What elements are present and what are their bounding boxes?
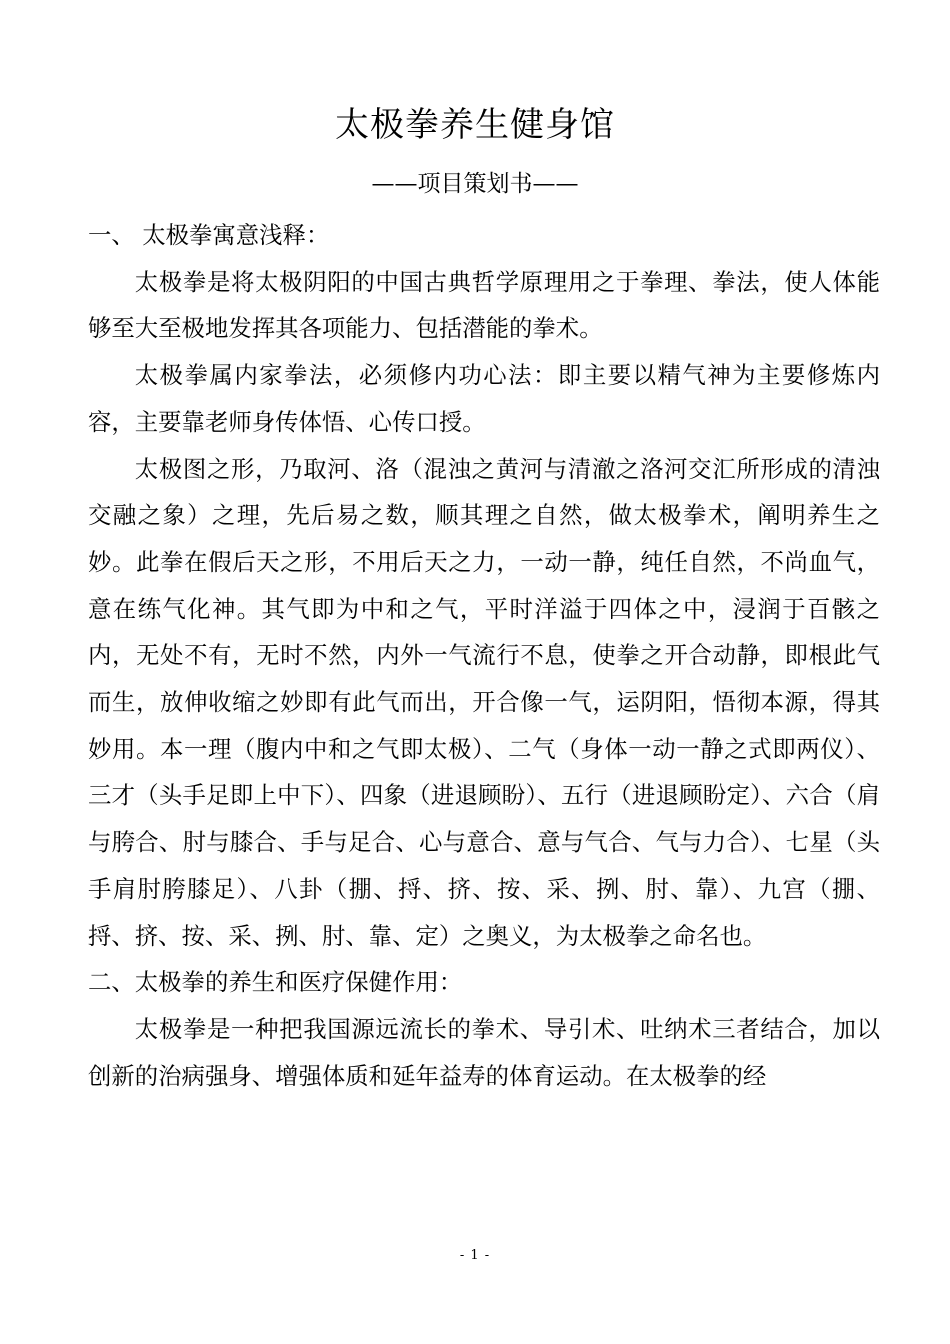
- document-title: 太极拳养生健身馆: [335, 105, 615, 145]
- section-heading-2: 二、太极拳的养生和医疗保健作用：: [88, 968, 463, 997]
- document-body: [88, 212, 880, 1099]
- page-number: - 1 -: [459, 1248, 491, 1263]
- paragraph: 太极拳是将太极阴阳的中国古典哲学原理用之于拳理、拳法，使人体能够至大至极地发挥其各项能力、包括潜能的拳术。: [88, 267, 880, 343]
- section-heading-1: 一、 太极拳寓意浅释：: [88, 221, 330, 249]
- paragraph: 太极拳属内家拳法，必须修内功心法：即主要以精气神为主要修炼内容，主要靠老师身传体悟、心传口授。: [88, 361, 880, 436]
- document-subtitle: ——项目策划书——: [371, 171, 579, 197]
- paragraph: 太极拳是一种把我国源远流长的拳术、导引术、吐纳术三者结合，加以创新的治病强身、增强体质和延年益寿的体育运动。在太极拳的经: [88, 1014, 880, 1090]
- paragraph: 太极图之形，乃取河、洛（混浊之黄河与清澈之洛河交汇所形成的清浊交融之象）之理，先后易之数，顺其理之自然，做太极拳术，阐明养生之妙。此拳在假后天之形，不用后天之力，一动一静，纯任自然，不尚血气，意在练气化神。其气即为中和之气，平时洋溢于四体之中，浸润于百骸之内，无处不有，无时不然，内外一气流行不息，使拳之开合动静，即根此气而生，放伸收缩之妙即有此气而出，开合像一气，运阴阳，悟彻本源，得其妙用。本一理（腹内中和之气即太极）、二气（身体一动一静之式即两仪）、三才（头手足即上中下）、四象（进退顾盼）、五行（进退顾盼定）、六合（肩与胯合、肘与膝合、手与足合、心与意合、意与气合、气与力合）、七星（头手肩肘胯膝足）、八卦（掤、捋、挤、按、采、挒、肘、靠）、九宫（掤、捋、挤、按、采、挒、肘、靠、定）之奥义，为太极拳之命名也。: [88, 454, 880, 950]
